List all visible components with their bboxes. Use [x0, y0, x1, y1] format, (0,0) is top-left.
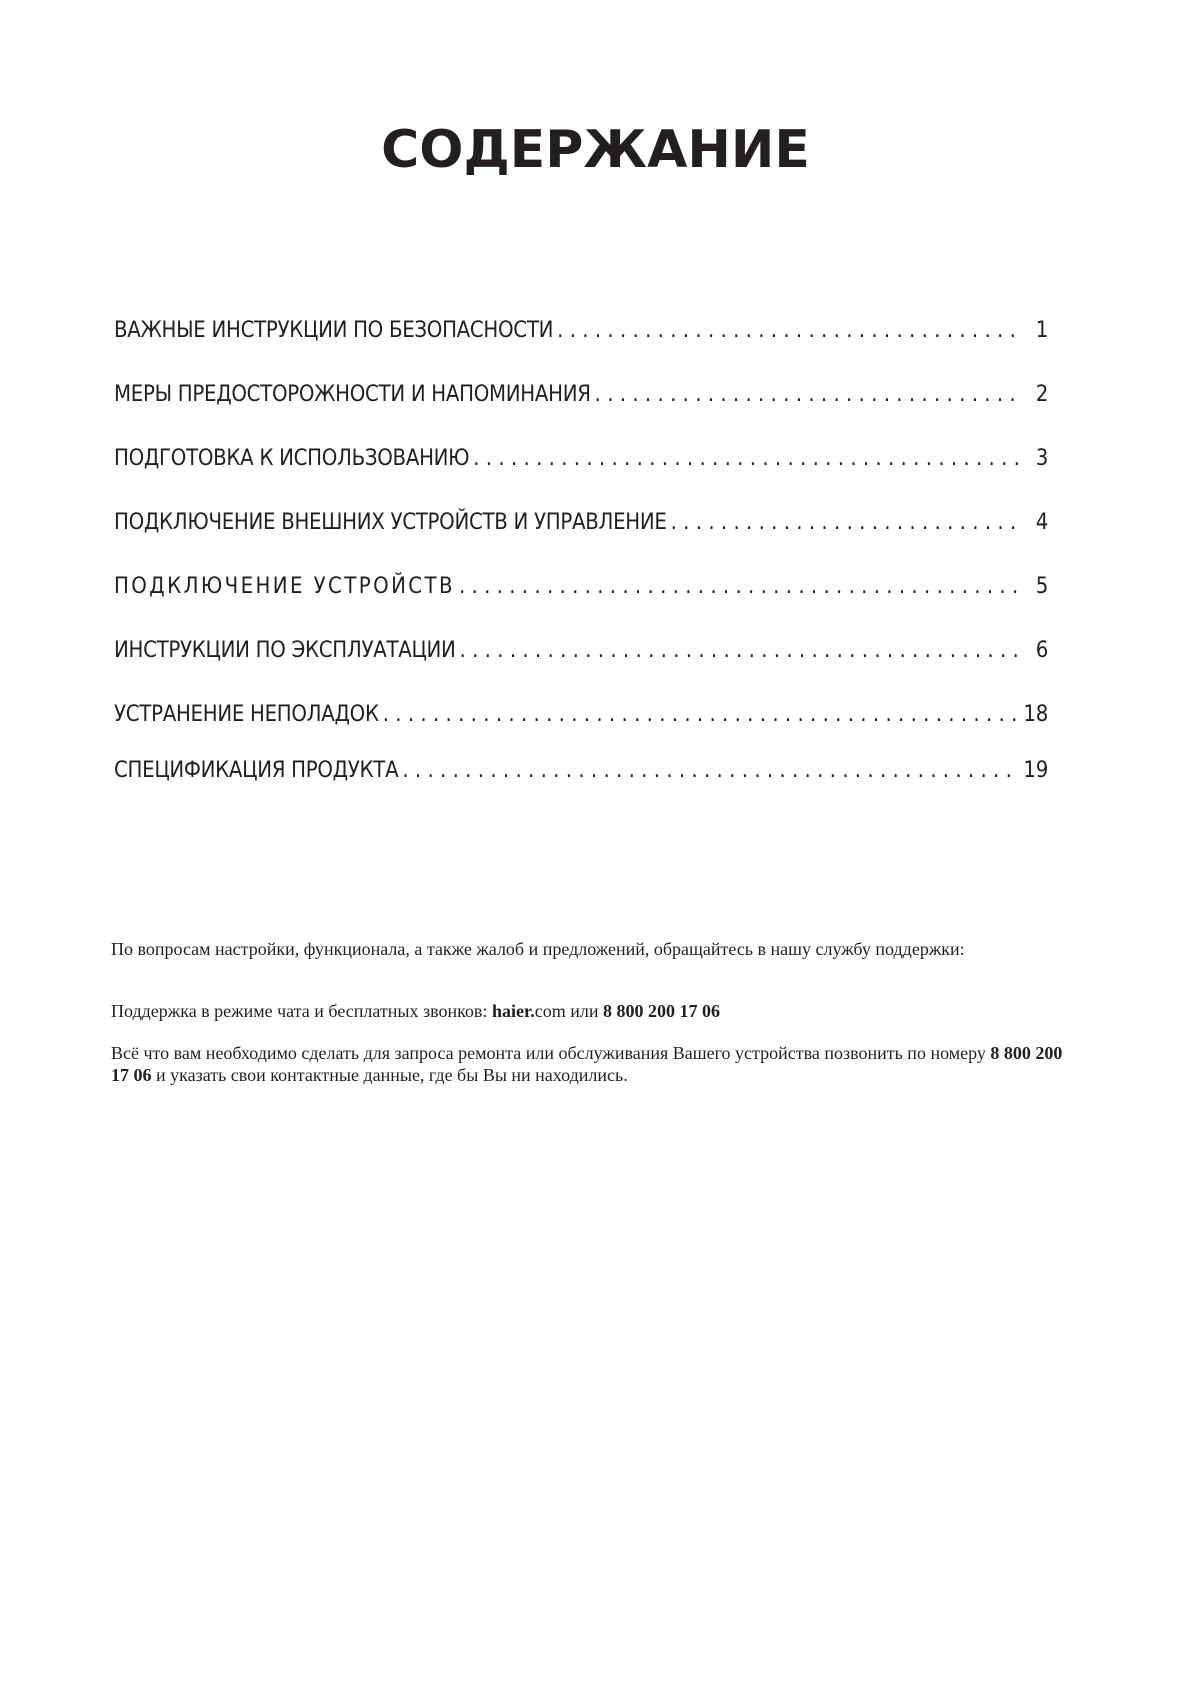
toc-entry-troubleshooting[interactable]	[114, 702, 1048, 758]
support-phone[interactable]: 8 800 200 17 06	[603, 1001, 721, 1021]
support-site-rest[interactable]: com	[534, 1001, 566, 1021]
toc-entry-device-connection[interactable]	[114, 574, 1048, 638]
toc-entry-page: 18	[1023, 702, 1048, 727]
toc-entry-specification[interactable]	[114, 758, 1048, 822]
toc-entry-page: 5	[1035, 574, 1048, 599]
toc-leader-dots	[460, 638, 1020, 663]
toc-leader-dots	[595, 382, 1020, 407]
support-section	[111, 938, 1071, 1086]
support-site-bold[interactable]: haier.	[491, 1001, 535, 1021]
toc-entry-external-devices[interactable]	[114, 510, 1048, 574]
toc-entry-page: 3	[1035, 446, 1048, 471]
toc-entry-page: 2	[1035, 382, 1048, 407]
toc-entry-label: ПОДГОТОВКА К ИСПОЛЬЗОВАНИЮ	[114, 446, 470, 471]
toc-entry-safety[interactable]	[114, 318, 1048, 382]
toc-entry-preparation[interactable]	[114, 446, 1048, 510]
toc-leader-dots	[459, 574, 1020, 599]
support-chat-prefix: Поддержка в режиме чата и бесплатных звонков:	[111, 1001, 492, 1021]
toc-leader-dots	[473, 446, 1020, 471]
toc-entry-page: 4	[1035, 510, 1048, 535]
toc-entry-label: СПЕЦИФИКАЦИЯ ПРОДУКТА	[114, 758, 399, 783]
toc-entry-label: МЕРЫ ПРЕДОСТОРОЖНОСТИ И НАПОМИНАНИЯ	[114, 382, 591, 407]
support-repair-prefix: Всё что вам необходимо сделать для запроса ремонта или обслуживания Вашего устройства позвонить по номеру	[111, 1043, 991, 1063]
support-intro: По вопросам настройки, функционала, а также жалоб и предложений, обращайтесь в нашу службу поддержки:	[111, 939, 965, 959]
support-repair-suffix: и указать свои контактные данные, где бы Вы ни находились.	[151, 1065, 628, 1085]
toc-leader-dots	[383, 702, 1018, 727]
toc-entry-label: УСТРАНЕНИЕ НЕПОЛАДОК	[114, 702, 379, 727]
toc-entry-label: ВАЖНЫЕ ИНСТРУКЦИИ ПО БЕЗОПАСНОСТИ	[114, 318, 554, 343]
toc-leader-dots	[671, 510, 1020, 535]
toc-entry-page: 1	[1035, 318, 1048, 343]
toc-entry-page: 6	[1035, 638, 1048, 663]
table-of-contents	[114, 318, 1048, 822]
toc-leader-dots	[402, 758, 1017, 783]
toc-entry-label: ПОДКЛЮЧЕНИЕ ВНЕШНИХ УСТРОЙСТВ И УПРАВЛЕНИЕ	[114, 510, 667, 535]
page-title: СОДЕРЖАНИЕ	[381, 120, 810, 180]
support-chat-or: или	[565, 1001, 604, 1021]
toc-leader-dots	[557, 318, 1020, 343]
toc-entry-page: 19	[1023, 758, 1048, 783]
toc-entry-precautions[interactable]	[114, 382, 1048, 446]
toc-entry-label: ПОДКЛЮЧЕНИЕ УСТРОЙСТВ	[114, 574, 455, 599]
support-repair-phone[interactable]: 8 800 200 17 06	[111, 1043, 1063, 1085]
support-repair-line	[111, 1042, 1071, 1086]
toc-entry-label: ИНСТРУКЦИИ ПО ЭКСПЛУАТАЦИИ	[114, 638, 456, 663]
toc-entry-operation[interactable]	[114, 638, 1048, 702]
support-chat-line	[111, 1000, 1071, 1022]
